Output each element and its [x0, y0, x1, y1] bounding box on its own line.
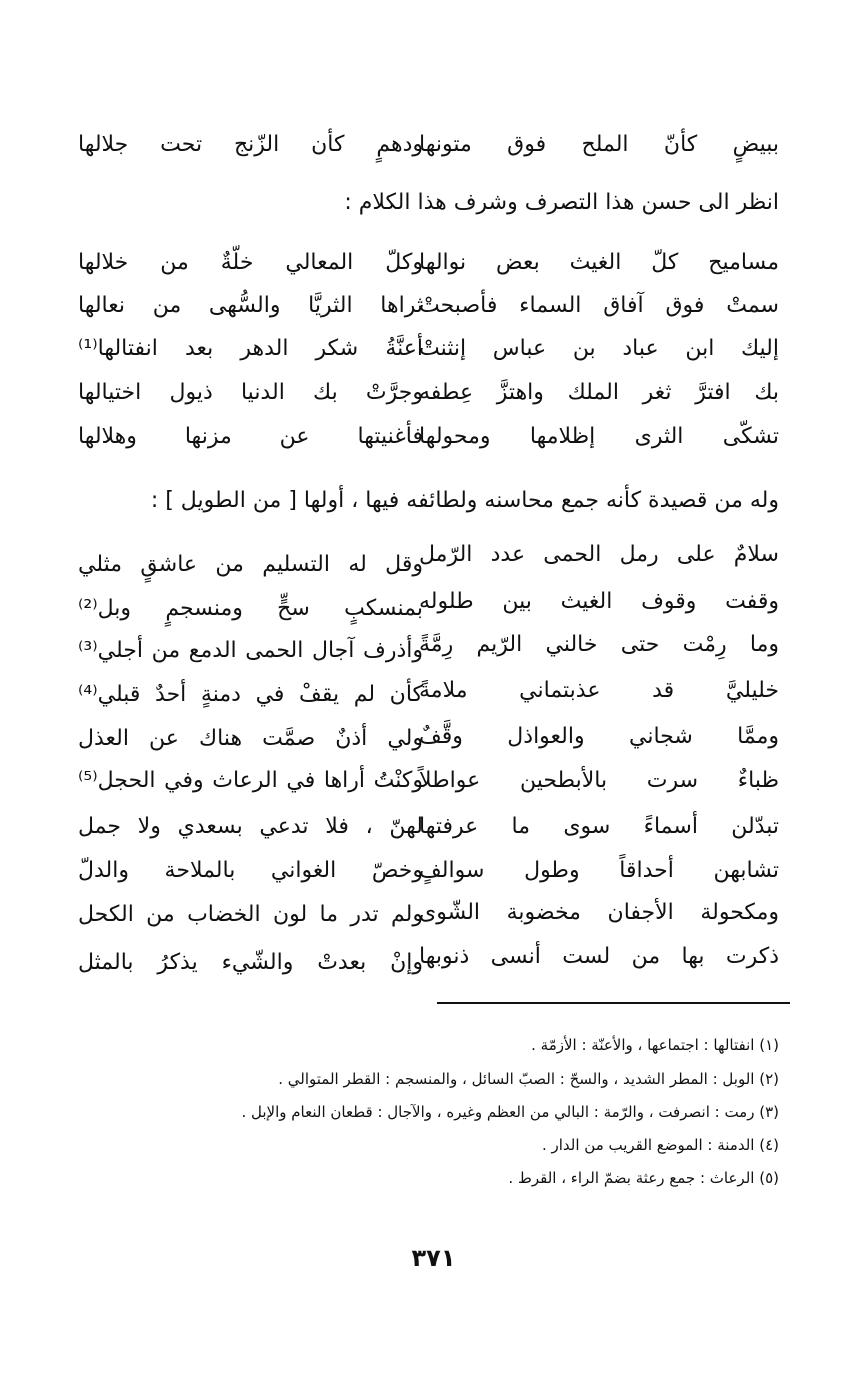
intro-paragraph: وله من قصيدة كأنه جمع محاسنه ولطائفه فيها ، أولها [ من الطويل ] :: [150, 488, 779, 513]
verse-hemistich-left: وإنْ بعدتْ والشّيء يذكرُ بالمثل: [78, 950, 423, 975]
verse-hemistich-left: كأن لم يقفْ في دمنةٍ أحدٌ قبلي⁽⁴⁾: [78, 682, 423, 707]
verse-hemistich-left: ولي أذنٌ صمَّت هناك عن العذل: [78, 726, 423, 751]
footnote: (٤) الدمنة : الموضع القريب من الدار .: [541, 1136, 779, 1154]
verse-hemistich-left: وكلّ المعالي خلّةٌ من خلالها: [78, 250, 423, 275]
footnote: (١) انفتالها : اجتماعها ، والأعنّة : الأزمّة .: [531, 1036, 779, 1054]
verse-hemistich-right: ومكحولة الأجفان مخضوبة الشّوى: [419, 900, 779, 925]
verse-hemistich-left: وأذرف آجال الحمى الدمع من أجلي⁽³⁾: [78, 638, 423, 663]
verse-hemistich-right: وقفت وقوف الغيث بين طلوله: [419, 589, 779, 614]
verse-hemistich-left: وكنْتُ أراها في الرعاث وفي الحجل⁽⁵⁾: [78, 768, 423, 793]
verse-hemistich-right: وما رِمْت حتى خالني الرّيم رِمَّةً: [419, 632, 779, 657]
verse-hemistich-left: ثراها الثريَّا والسُّهى من نعالها: [78, 293, 423, 318]
verse-hemistich-right: وممَّا شجاني والعواذل وقَّفٌ: [419, 724, 779, 749]
verse-hemistich-left: ودهمٍ كأن الزّنج تحت جلالها: [78, 132, 423, 157]
verse-hemistich-left: ولم تدر ما لون الخضاب من الكحل: [78, 902, 423, 927]
verse-hemistich-left: بمنسكبٍ سحٍّ ومنسجمٍ وبل⁽²⁾: [78, 596, 423, 621]
verse-hemistich-right: خليليَّ قد عذبتماني ملامةً: [419, 678, 779, 703]
verse-hemistich-left: لهنّ ، فلا تدعي بسعدي ولا جمل: [78, 814, 423, 839]
verse-hemistich-left: وجرَّتْ بك الدنيا ذيول اختيالها: [78, 380, 423, 405]
footnote-separator: [437, 1002, 790, 1004]
verse-hemistich-left: وخصّ الغواني بالملاحة والدلّ: [78, 858, 423, 883]
verse-hemistich-left: فأغنيتها عن مزنها وهلالها: [78, 424, 423, 449]
verse-hemistich-right: إليك ابن عباد بن عباس إنثنتْ: [419, 336, 779, 361]
verse-hemistich-left: وقل له التسليم من عاشقٍ مثلي: [78, 552, 423, 577]
verse-hemistich-right: ذكرت بها من لست أنسى ذنوبها: [419, 944, 779, 969]
page-number: ٣٧١: [411, 1244, 456, 1272]
verse-hemistich-right: بك افترَّ ثغر الملك واهتزَّ عِطفه: [419, 380, 779, 405]
verse-hemistich-right: مساميح كلّ الغيث بعض نوالها: [419, 250, 779, 275]
verse-hemistich-right: ببيضٍ كأنّ الملح فوق متونها: [419, 132, 779, 157]
footnote: (٥) الرعاث : جمع رعثة بضمّ الراء ، القرط .: [508, 1169, 779, 1187]
verse-hemistich-right: سمتْ فوق آفاق السماء فأصبحتْ: [419, 293, 779, 318]
verse-hemistich-right: ظباءٌ سرت بالأبطحين عواطلاً: [419, 768, 779, 793]
footnote: (٢) الوبل : المطر الشديد ، والسحّ : الصبّ السائل ، والمنسجم : القطر المتوالي .: [278, 1070, 779, 1088]
verse-hemistich-right: سلامٌ على رمل الحمى عدد الرّمل: [419, 542, 779, 567]
footnote: (٣) رمت : انصرفت ، والرّمة : البالي من العظم وغيره ، والآجال : قطعان النعام والإبل .: [241, 1103, 779, 1121]
verse-hemistich-right: تبدّلن أسماءً سوى ما عرفتها: [419, 814, 779, 839]
intro-paragraph: انظر الى حسن هذا التصرف وشرف هذا الكلام :: [344, 190, 779, 215]
verse-hemistich-left: أعنَّةُ شكر الدهر بعد انفتالها⁽¹⁾: [78, 336, 423, 361]
verse-hemistich-right: تشكّى الثرى إظلامها ومحولها: [419, 424, 779, 449]
verse-hemistich-right: تشابهن أحداقاً وطول سوالفٍ: [419, 858, 779, 883]
